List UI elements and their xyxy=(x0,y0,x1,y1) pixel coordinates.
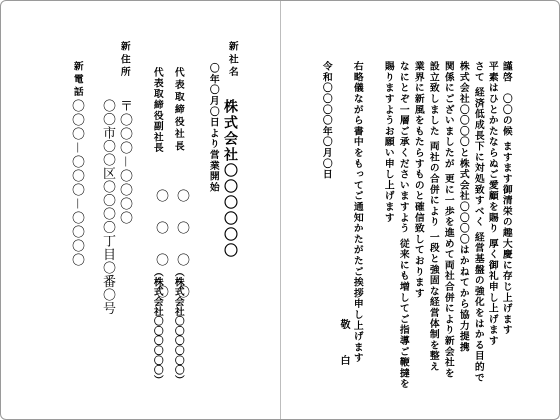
letter-date: 令和〇〇〇〇年〇月〇日 xyxy=(320,61,332,180)
new-company-name-label: 新社名 xyxy=(226,41,238,80)
letter-line: 関係にございましたが 更に一歩を進めて両社合併により新会社を xyxy=(442,61,454,379)
vice-president-name: 〇 〇 〇 〇 xyxy=(153,189,168,301)
letter-line: 賜りますようお願い申し上げます xyxy=(382,61,394,223)
president-title: 代表取締役社長 xyxy=(172,67,184,154)
new-address-label: 新住所 xyxy=(118,41,130,80)
letter-line: なにとぞ一層ご承くださいますよう 従来にも増してご指導ご鞭撻を xyxy=(397,61,409,390)
center-fold-line xyxy=(280,1,281,419)
president-affiliation: （株式会社〇〇〇〇〇〇） xyxy=(172,267,184,385)
new-phone-number: 〇〇〇－〇〇〇－〇〇〇〇 xyxy=(69,99,84,268)
business-start-date: 〇年〇月〇日より営業開始 xyxy=(207,63,219,193)
letter-line: 右略儀ながら書中をもってご通知かたがたご挨拶申し上げます xyxy=(351,61,363,364)
new-phone-label: 新電話 xyxy=(71,61,83,100)
postal-code: 〒〇〇〇－〇〇〇〇 xyxy=(117,99,132,226)
vice-president-affiliation: （株式会社〇〇〇〇〇〇） xyxy=(151,267,163,385)
president-name: 〇 〇 〇 〇 xyxy=(174,189,189,301)
letter-line: 謹啓 〇〇の候 ますます御清栄の趣大慶に存じ上げます xyxy=(500,61,512,336)
letter-line: さて 経済低成長下に対処致すべく 経営基盤の強化をはかる目的で xyxy=(472,61,484,384)
new-company-name: 株式会社〇〇〇〇〇〇 xyxy=(222,99,238,259)
vice-president-title: 代表取締役副社長 xyxy=(151,67,163,154)
letter-line: 設立致しました 両社の合併により 一段と強固な経営体制を整え xyxy=(427,61,439,373)
letter-line: 株式会社〇〇〇〇と株式会社〇〇〇〇はかねてから協力提携 xyxy=(457,61,469,353)
new-address: 〇〇市〇〇区〇〇〇〇丁目〇番〇号 xyxy=(100,99,115,315)
letter-line: 平素はひとかたならぬご愛顧を賜り 厚く御礼申し上げます xyxy=(486,61,498,347)
letter-line: 業界に新風をもたらすものと確信致しております xyxy=(412,61,424,299)
letter-closing: 敬 白 xyxy=(338,319,349,373)
